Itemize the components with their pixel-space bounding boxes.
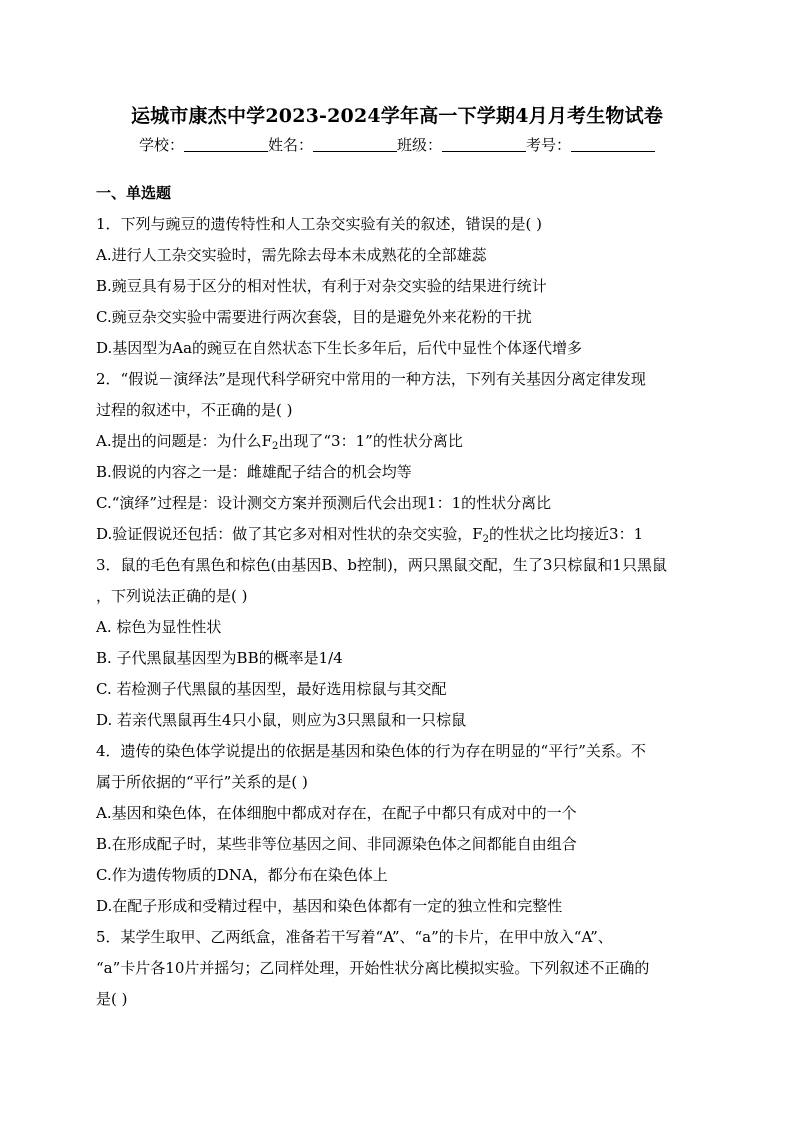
exam-number-label: 考号： — [526, 136, 572, 154]
question-5-stem-line-1: 5．某学生取甲、乙两纸盒，准备若干写着“A”、“a”的卡片，在甲中放入“A”、 — [96, 928, 613, 946]
question-2-option-b: B.假说的内容之一是：雌雄配子结合的机会均等 — [96, 463, 412, 481]
question-list — [96, 178, 698, 1015]
question-1-stem: 1．下列与豌豆的遗传特性和人工杂交实验有关的叙述，错误的是( ) — [96, 215, 543, 233]
question-2-option-d-text: D.验证假说还包括：做了其它多对相对性状的杂交实验，F — [96, 525, 483, 543]
question-2-option-d — [96, 519, 698, 550]
question-2-option-c: C.“演绎”过程是：设计测交方案并预测后代会出现1：1的性状分离比 — [96, 494, 552, 512]
question-4-option-d: D.在配子形成和受精过程中，基因和染色体都有一定的独立性和完整性 — [96, 897, 563, 915]
class-blank[interactable] — [442, 137, 526, 152]
question-2-option-d-text-end: 的性状之比均接近3：1 — [489, 525, 644, 543]
question-3-stem-line-1: 3．鼠的毛色有黑色和棕色(由基因B、b控制)，两只黑鼠交配，生了3只棕鼠和1只黑鼠 — [96, 556, 667, 574]
school-label: 学校： — [138, 136, 184, 154]
page-title: 运城市康杰中学2023-2024学年高一下学期4月月考生物试卷 — [130, 105, 664, 127]
question-2-option-a — [96, 426, 698, 457]
subscript: 2 — [272, 441, 279, 452]
question-4-stem-line-1: 4．遗传的染色体学说提出的依据是基因和染色体的行为存在明显的“平行”关系。不 — [96, 742, 646, 760]
school-blank[interactable] — [184, 137, 268, 152]
question-3-option-d: D. 若亲代黑鼠再生4只小鼠，则应为3只黑鼠和一只棕鼠 — [96, 711, 467, 729]
subscript: 2 — [482, 534, 490, 545]
question-2-option-a-text: A.提出的问题是：为什么F — [96, 432, 273, 450]
name-blank[interactable] — [313, 137, 397, 152]
student-info-line — [0, 135, 794, 155]
question-4-option-a: A.基因和染色体，在体细胞中都成对存在，在配子中都只有成对中的一个 — [96, 804, 577, 822]
question-1-option-c: C.豌豆杂交实验中需要进行两次套袋，目的是避免外来花粉的干扰 — [96, 308, 532, 326]
class-label: 班级： — [397, 136, 443, 154]
question-4-option-b: B.在形成配子时，某些非等位基因之间、非同源染色体之间都能自由组合 — [96, 835, 577, 853]
question-4-stem-line-2: 属于所依据的“平行”关系的是( ) — [96, 773, 308, 791]
question-2-stem-line-1: 2．“假说－演绎法”是现代科学研究中常用的一种方法，下列有关基因分离定律发现 — [96, 370, 646, 388]
question-3-option-c: C. 若检测子代黑鼠的基因型，最好选用棕鼠与其交配 — [96, 680, 447, 698]
question-1-option-b: B.豌豆具有易于区分的相对性状，有利于对杂交实验的结果进行统计 — [96, 277, 547, 295]
question-3-option-b: B. 子代黑鼠基因型为BB的概率是1/4 — [96, 649, 343, 667]
name-label: 姓名： — [267, 136, 313, 154]
exam-number-blank[interactable] — [571, 137, 655, 152]
question-1-option-d: D.基因型为Aa的豌豆在自然状态下生长多年后，后代中显性个体逐代增多 — [96, 339, 583, 357]
question-4-option-c: C.作为遗传物质的DNA，都分布在染色体上 — [96, 866, 388, 884]
question-3-option-a: A. 棕色为显性性状 — [96, 618, 222, 636]
question-3-stem-line-2: ，下列说法正确的是( ) — [96, 587, 248, 605]
question-5-stem-line-3: 是( ) — [96, 990, 128, 1008]
question-2-stem-line-2: 过程的叙述中，不正确的是( ) — [96, 401, 293, 419]
question-1-option-a: A.进行人工杂交实验时，需先除去母本未成熟花的全部雄蕊 — [96, 246, 487, 264]
question-2-option-a-text-end: 出现了“3：1”的性状分离比 — [278, 432, 463, 450]
section-heading: 一、单选题 — [96, 184, 172, 202]
question-5-stem-line-2: “a”卡片各10片并摇匀；乙同样处理，开始性状分离比模拟实验。下列叙述不正确的 — [96, 959, 650, 977]
